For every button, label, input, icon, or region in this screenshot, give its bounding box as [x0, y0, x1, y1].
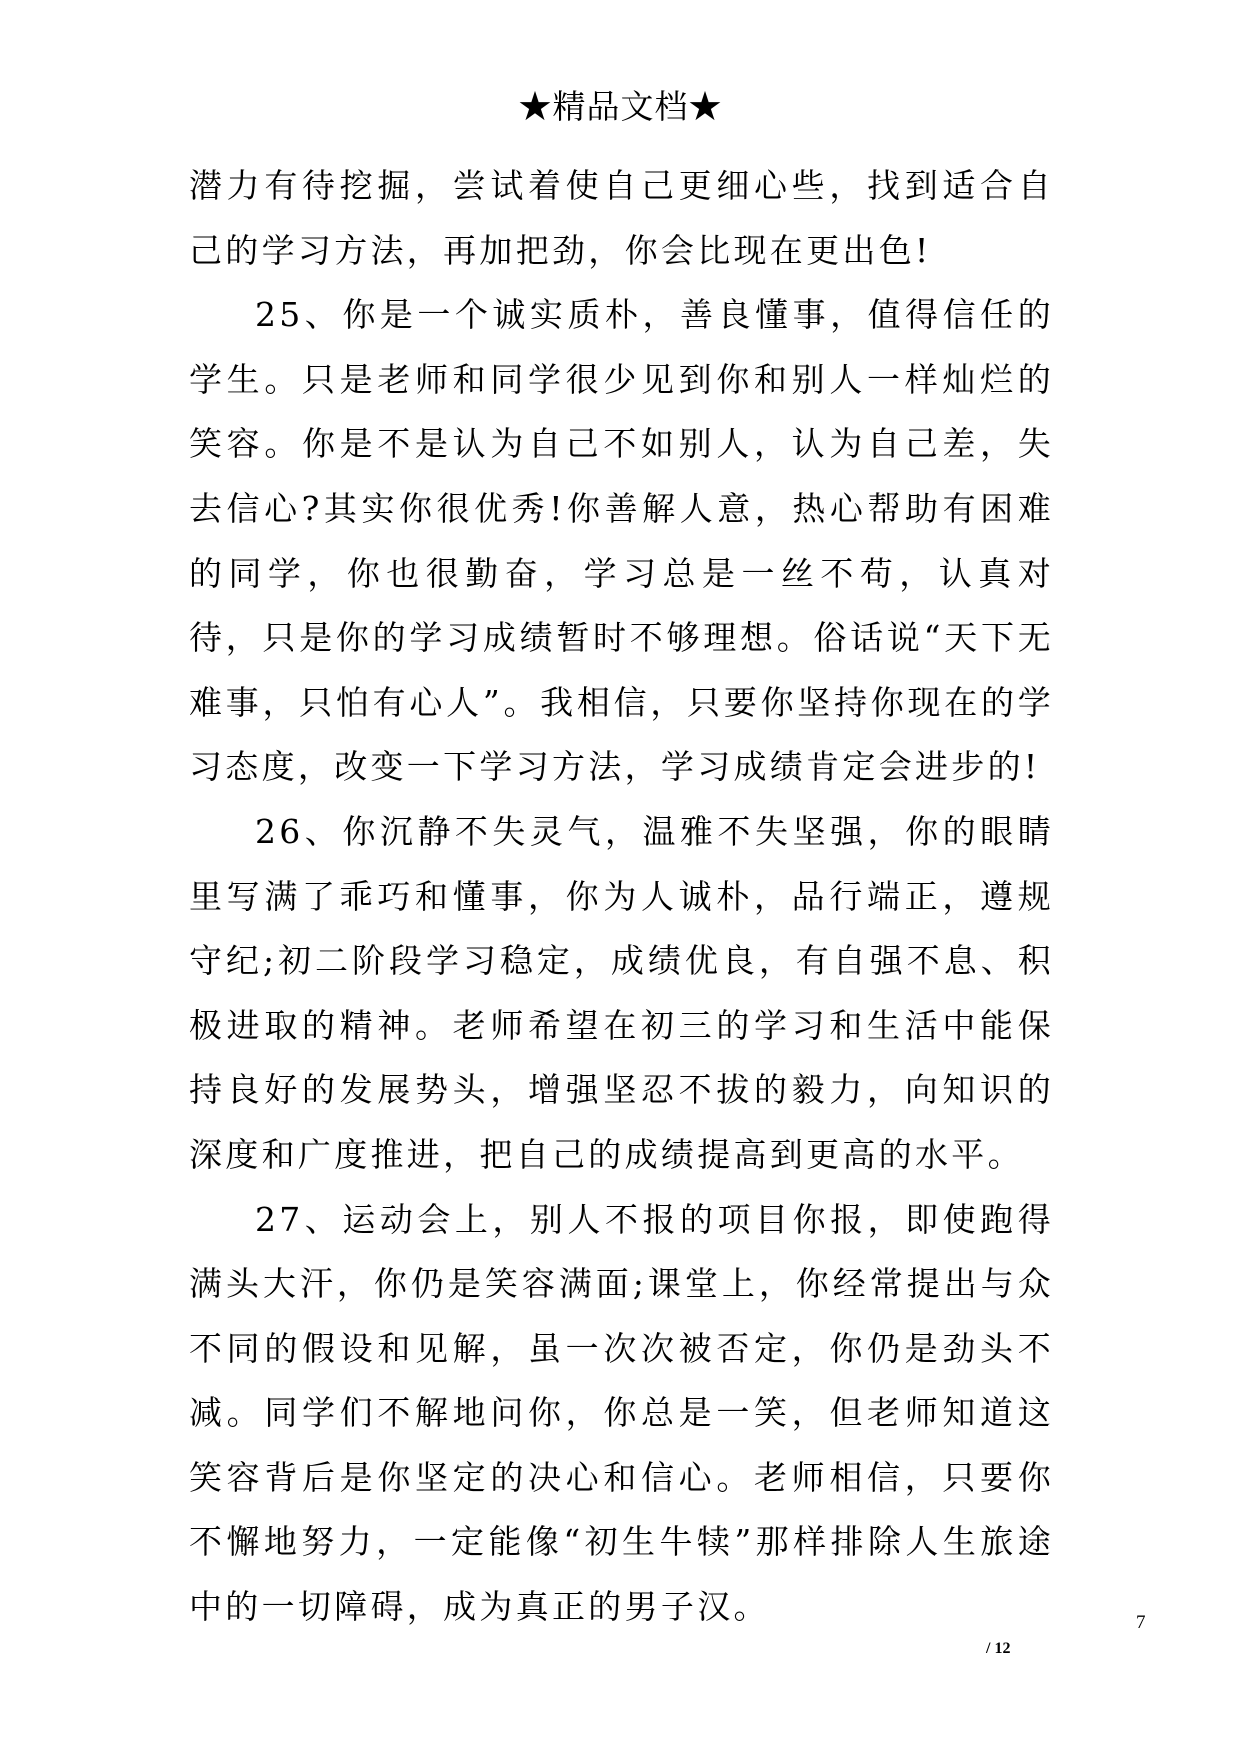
paragraph-item-27: 27、运动会上，别人不报的项目你报，即使跑得满头大汗，你仍是笑容满面;课堂上，你经常提出与众不同的假设和见解，虽一次次被否定，你仍是劲头不减。同学们不解地问你，你总是一笑，但老师知道这笑容背后是你坚定的决心和信心。老师相信，只要你不懈地努力，一定能像“初生牛犊”那样排除人生旅途中的一切障碍，成为真正的男子汉。	[189, 1199, 1054, 1627]
paragraph-item-26: 26、你沉静不失灵气，温雅不失坚强，你的眼睛里写满了乖巧和懂事，你为人诚朴，品行端正，遵规守纪;初二阶段学习稳定，成绩优良，有自强不息、积极进取的精神。老师希望在初三的学习和生活中能保持良好的发展势头，增强坚忍不拔的毅力，向知识的深度和广度推进，把自己的成绩提高到更高的水平。	[189, 811, 1054, 1174]
page-total: / 12	[986, 1640, 1011, 1657]
paragraph-item-25: 25、你是一个诚实质朴，善良懂事，值得信任的学生。只是老师和同学很少见到你和别人一样灿烂的笑容。你是不是认为自己不如别人，认为自己差，失去信心?其实你很优秀!你善解人意，热心帮助有困难的同学，你也很勤奋，学习总是一丝不苟，认真对待，只是你的学习成绩暂时不够理想。俗话说“天下无难事，只怕有心人”。我相信，只要你坚持你现在的学习态度，改变一下学习方法，学习成绩肯定会进步的!	[189, 295, 1054, 787]
page-header-title: ★精品文档★	[518, 87, 723, 126]
paragraph-continuation: 潜力有待挖掘，尝试着使自己更细心些，找到适合自己的学习方法，再加把劲，你会比现在更出色!	[189, 166, 1054, 270]
document-body	[189, 154, 1054, 1640]
page-number: 7	[1136, 1612, 1146, 1633]
